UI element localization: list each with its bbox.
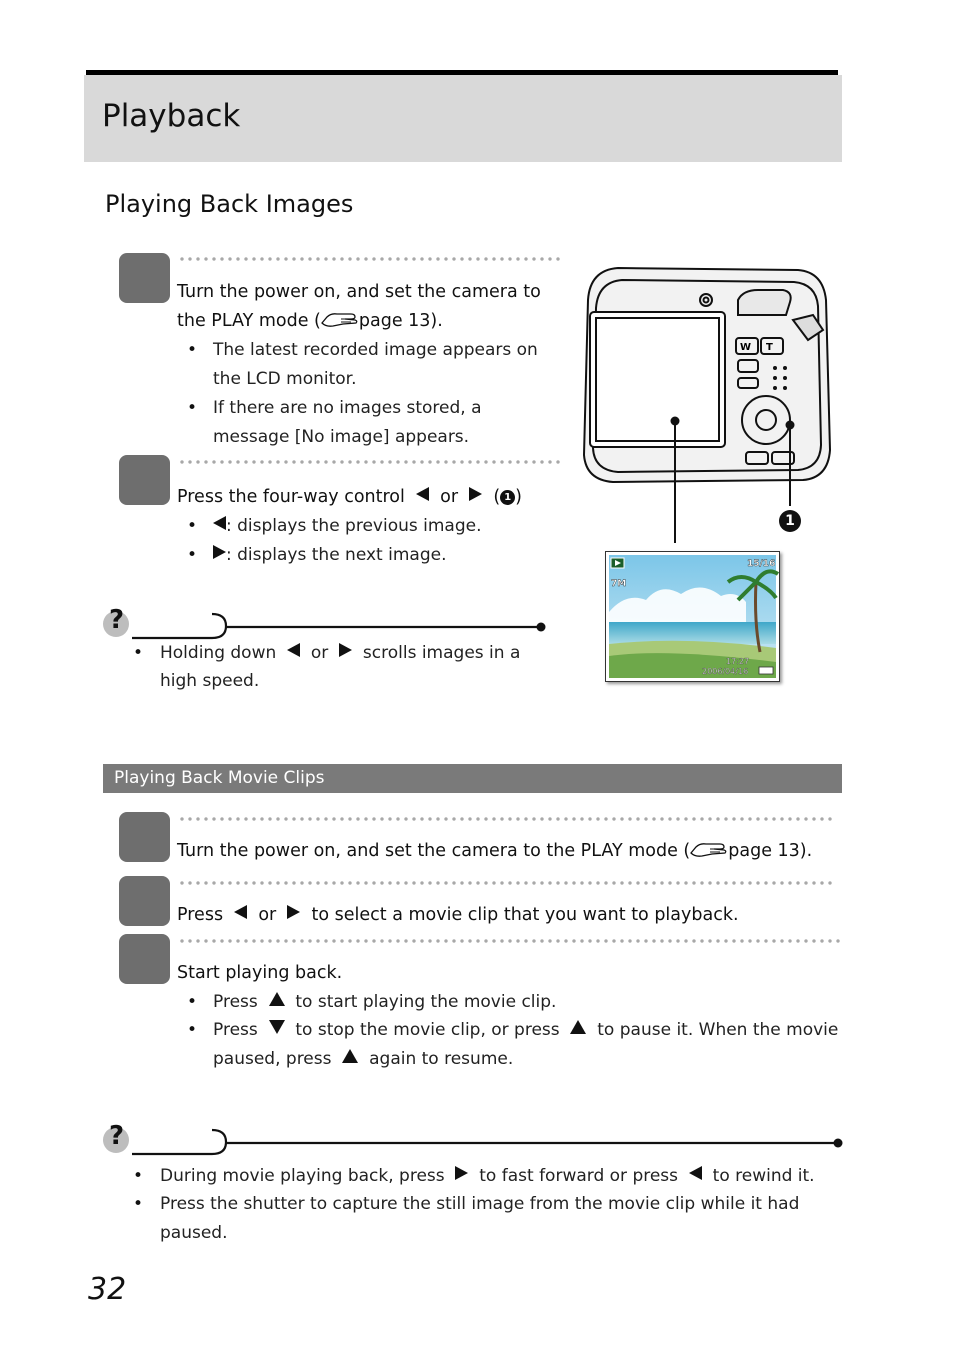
movie-step1-page-ref: page 13). [728, 841, 813, 861]
step-marker-2 [119, 876, 170, 926]
dotted-separator [178, 881, 832, 885]
text-part: to pause it. When the movie [597, 1020, 839, 1040]
svg-text:W: W [740, 342, 752, 353]
text-part: to fast forward or press [479, 1166, 679, 1186]
step1-text-part: the PLAY mode ( [177, 311, 321, 331]
note1-line2: high speed. [160, 671, 260, 691]
section-bar-label: Playing Back Movie Clips [114, 768, 325, 788]
down-arrow-icon [269, 1020, 285, 1034]
note1-text-part: Holding down [160, 643, 277, 663]
bullet-dot: • [187, 545, 198, 565]
text-part: to start playing the movie clip. [295, 992, 557, 1012]
svg-text:T: T [766, 342, 773, 353]
movie-step3-title: Start playing back. [177, 963, 343, 983]
step2-bullet1 [213, 512, 482, 541]
step-marker-2 [119, 455, 170, 505]
dotted-separator [178, 257, 562, 261]
left-arrow-icon [689, 1166, 702, 1180]
section-heading-images: Playing Back Images [105, 190, 354, 218]
note2-line3: paused. [160, 1223, 228, 1243]
question-mark-icon: ? [109, 605, 125, 635]
callout-marker-icon: 1 [779, 510, 801, 532]
bullet-dot: • [133, 1166, 144, 1186]
movie-step2-text [177, 901, 739, 930]
movie-step1-text-part: Turn the power on, and set the camera to the PLAY mode ( [177, 841, 691, 861]
up-arrow-icon [342, 1049, 358, 1063]
bullet-dot: • [133, 1194, 144, 1214]
step1-bullet1-line1: The latest recorded image appears on [213, 340, 538, 360]
step2-text [177, 483, 522, 512]
step1-text-line2 [177, 307, 443, 336]
dotted-separator [178, 817, 832, 821]
left-arrow-icon [234, 905, 247, 919]
step2-paren-open: ( [493, 487, 501, 507]
bullet-dot: • [187, 398, 198, 418]
up-arrow-icon [269, 992, 285, 1006]
movie-step2-or: or [258, 905, 277, 925]
step1-text-line1: Turn the power on, and set the camera to [177, 282, 541, 302]
lcd-resolution: 7M [611, 579, 627, 589]
note1-line1 [160, 639, 520, 668]
step2-text-part: Press the four-way control [177, 487, 405, 507]
bullet-dot: • [187, 992, 198, 1012]
note2-line2: Press the shutter to capture the still image from the movie clip while it had [160, 1194, 800, 1214]
text-part: paused, press [213, 1049, 332, 1069]
step2-bullet2-text: : displays the next image. [226, 545, 447, 565]
step2-bullet1-text: : displays the previous image. [226, 516, 482, 536]
text-part: Press [213, 992, 258, 1012]
text-part: to stop the movie clip, or press [295, 1020, 560, 1040]
movie-step1-text [177, 837, 812, 866]
left-arrow-icon [213, 516, 226, 530]
bullet-dot: • [187, 340, 198, 360]
right-arrow-icon [287, 905, 300, 919]
bullet-dot: • [187, 1020, 198, 1040]
callout-number-icon: 1 [500, 490, 515, 505]
step1-page-ref: page 13). [358, 311, 443, 331]
step2-paren-close: ) [515, 487, 522, 507]
page-reference-hand-icon [321, 309, 359, 329]
lcd-playback-scene [606, 552, 779, 681]
lcd-screen-frame [605, 551, 780, 682]
movie-step3-bullet2 [213, 1016, 838, 1045]
movie-step2-text-part: Press [177, 905, 224, 925]
step-marker-1 [119, 253, 170, 303]
movie-step3-bullet1 [213, 988, 556, 1017]
bullet-dot: • [133, 643, 144, 663]
text-part: again to resume. [369, 1049, 514, 1069]
dotted-separator [178, 939, 840, 943]
up-arrow-icon [570, 1020, 586, 1034]
dotted-separator [178, 460, 562, 464]
note1-or: or [310, 643, 329, 663]
page-title: Playback [102, 98, 241, 134]
step1-bullet1-line2: the LCD monitor. [213, 369, 357, 389]
left-arrow-icon [416, 487, 429, 501]
right-arrow-icon [455, 1166, 468, 1180]
page-reference-hand-icon [690, 839, 728, 859]
page-number: 32 [88, 1272, 127, 1307]
step-marker-3 [119, 934, 170, 984]
step2-or: or [440, 487, 459, 507]
left-arrow-icon [287, 643, 300, 657]
step-marker-1 [119, 812, 170, 862]
text-part: Press [213, 1020, 258, 1040]
right-arrow-icon [339, 643, 352, 657]
note-header-graphic [100, 1114, 848, 1158]
movie-step2-text-part: to select a movie clip that you want to playback. [311, 905, 739, 925]
lcd-date: 2006/04/16 [702, 667, 749, 676]
step1-bullet2-line1: If there are no images stored, a [213, 398, 482, 418]
right-arrow-icon [213, 545, 226, 559]
note2-line1 [160, 1162, 815, 1191]
camera-back-illustration [578, 260, 838, 550]
note1-text-part: scrolls images in a [362, 643, 521, 663]
lcd-counter: 15/16 [747, 559, 776, 569]
bullet-dot: • [187, 516, 198, 536]
question-mark-icon: ? [109, 1121, 125, 1151]
step2-bullet2 [213, 541, 446, 570]
step1-bullet2-line2: message [No image] appears. [213, 427, 470, 447]
note-header-graphic [100, 598, 550, 642]
text-part: During movie playing back, press [160, 1166, 445, 1186]
right-arrow-icon [469, 487, 482, 501]
battery-icon [759, 667, 773, 674]
text-part: to rewind it. [712, 1166, 815, 1186]
movie-step3-bullet2-cont [213, 1045, 513, 1074]
lcd-time: 17:27 [726, 657, 750, 666]
